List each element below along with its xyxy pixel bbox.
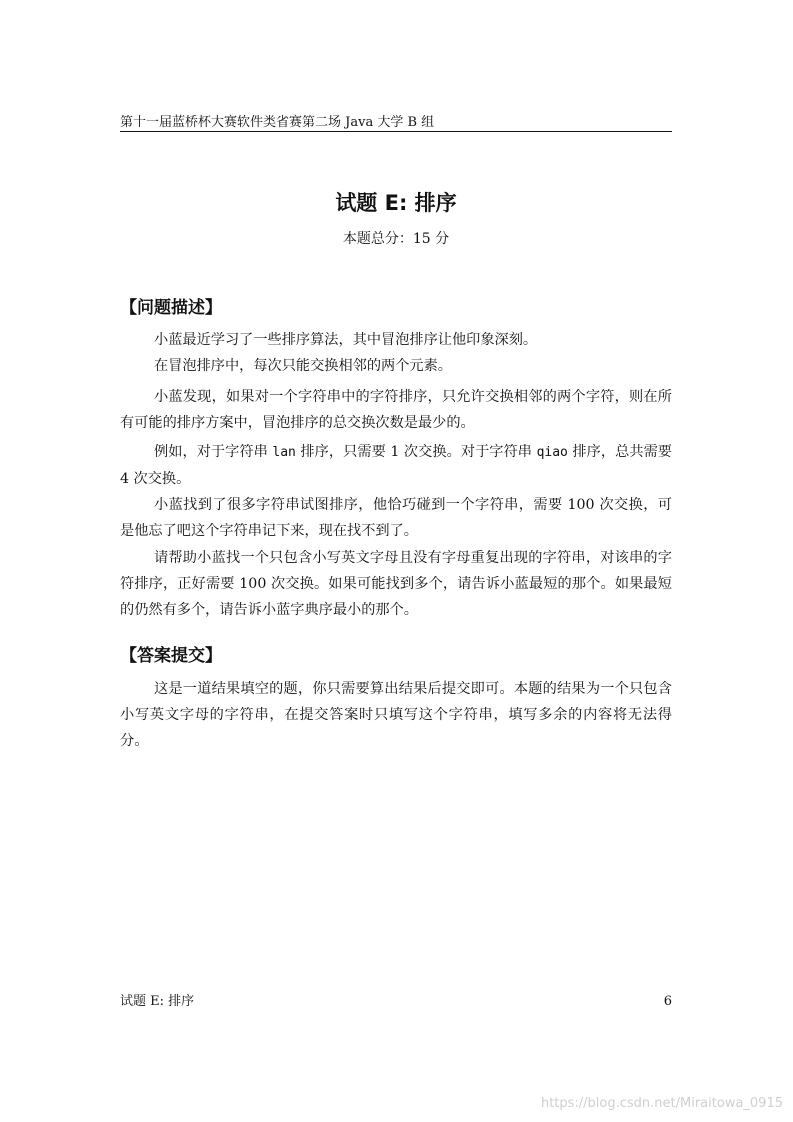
running-header: 第十一届蓝桥杯大赛软件类省赛第二场 Java 大学 B 组: [120, 115, 435, 130]
problem-score: 本题总分：15 分: [342, 231, 450, 247]
p4-text-a: 例如，对于字符串: [154, 444, 273, 460]
answer-paragraph: 这是一道结果填空的题，你只需要算出结果后提交即可。本题的结果为一个只包含小写英文字母的字符串，在提交答案时只填写这个字符串，填写多余的内容将无法得分。: [120, 681, 672, 749]
code-string-lan: lan: [272, 445, 296, 460]
page-number: 6: [663, 994, 672, 1009]
description-heading: 【问题描述】: [120, 298, 222, 318]
answer-heading: 【答案提交】: [120, 646, 222, 666]
description-paragraph-2: 在冒泡排序中，每次只能交换相邻的两个元素。: [154, 358, 452, 374]
description-paragraph-4: [120, 439, 672, 492]
footer-title: 试题 E: 排序: [120, 994, 195, 1009]
watermark: https://blog.csdn.net/Miraitowa_0915: [540, 1096, 783, 1111]
description-paragraph-6: 请帮助小蓝找一个只包含小写英文字母且没有字母重复出现的字符串，对该串的字符排序，正好需要 100 次交换。如果可能找到多个，请告诉小蓝最短的那个。如果最短的仍然有多个，请告诉小蓝字典序最小的那个。: [120, 550, 672, 618]
p4-text-b: 排序，只需要 1 次交换。对于字符串: [295, 444, 537, 460]
header-rule: [120, 131, 672, 132]
description-paragraph-3: 小蓝发现，如果对一个字符串中的字符排序，只允许交换相邻的两个字符，则在所有可能的排序方案中，冒泡排序的总交换次数是最少的。: [120, 389, 672, 431]
description-paragraph-5: 小蓝找到了很多字符串试图排序，他恰巧碰到一个字符串，需要 100 次交换，可是他忘了吧这个字符串记下来，现在找不到了。: [120, 497, 672, 539]
code-string-qiao: qiao: [536, 445, 568, 460]
problem-title: 试题 E: 排序: [335, 191, 457, 215]
description-paragraph-1: 小蓝最近学习了一些排序算法，其中冒泡排序让他印象深刻。: [154, 332, 538, 348]
p4-text-c: 排序，总共需要 4 次交换。: [120, 444, 672, 487]
